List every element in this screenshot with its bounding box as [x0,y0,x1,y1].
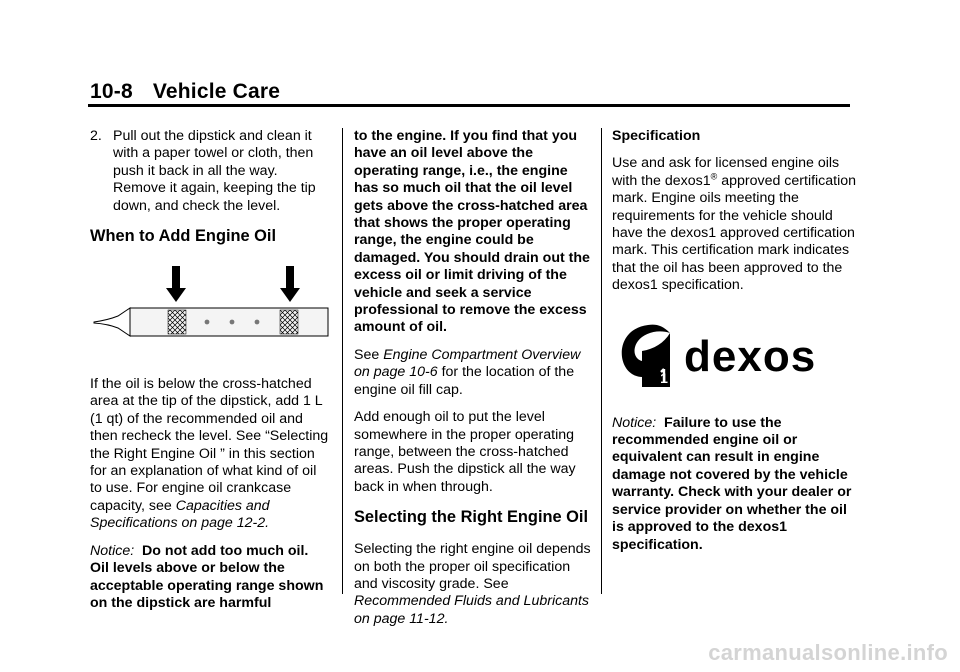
notice-label: Notice: [90,542,135,559]
column-divider [342,128,343,594]
heading-when-to-add-oil: When to Add Engine Oil [90,227,277,246]
ref-engine-compartment: Engine Compartment Overview on page 10-6 [354,346,581,381]
notice-text: Failure to use the recommended engine oil or equivalent can result in engine damage not covered by the vehicle warranty. Check with your dealer or service provider on whether the oil is approved to the dexos1 specification. [612,414,852,553]
column-1 [90,128,330,622]
para-specification: Use and ask for licensed engine oils with the dexos1® approved certification mark. Engine oils meeting the requirements for the vehicle should have the dexos1 approved certification mark. This certification mark indicates that the oil has been approved to the dexos1 specification. [612,155,857,294]
header-rule [88,104,850,107]
notice-label: Notice: [612,414,657,431]
notice-continued: to the engine. If you find that you have an oil level above the operating range, i.e., the engine has so much oil that the oil level gets above the cross-hatched area that shows the proper operating range, the engine could be damaged. You should drain out the excess oil or limit driving of the vehicle and seek a service professional to remove the excess amount of oil. [354,128,590,336]
dipstick-illustration [90,260,330,360]
logo-wordmark: dexos [684,331,817,381]
para-selecting: Selecting the right engine oil depends on both the proper oil specification and viscosity grade. See Recommended Fluids and Lubricants on page 11-12. [354,541,591,627]
dexos-logo [618,321,840,391]
step-number: 2. [90,128,102,144]
column-2 [354,128,592,638]
notice-text: Do not add too much oil. Oil levels above or below the acceptable operating range shown on the dipstick are harmful [90,542,324,611]
column-3 [612,128,858,564]
dexos-swoosh-icon [622,324,670,386]
step-2 [90,128,330,215]
page-number: 10-8 [90,80,133,103]
para-see-engine-compartment: See Engine Compartment Overview on page 10-6 for the location of the engine oil fill cap. [354,346,581,398]
page-header [90,80,280,104]
heading-specification: Specification [612,128,701,144]
registered-mark: ® [710,171,718,182]
step-text: Pull out the dipstick and clean it with a paper towel or cloth, then push it back in all the way. Remove it again, keeping the tip down, and check the level. [113,128,316,214]
ref-recommended-fluids: Recommended Fluids and Lubricants on page 11-12. [354,593,590,627]
ref-capacities: Capacities and Specifications on page 12-2. [90,497,270,532]
heading-selecting-oil: Selecting the Right Engine Oil [354,508,589,527]
notice-paragraph-2 [612,415,858,554]
watermark: carmanualsonline.info [708,640,948,665]
para-add-enough: Add enough oil to put the level somewhere in the proper operating range, between the cross-hatched areas. Push the dipstick all the way back in when through. [354,409,576,495]
notice-paragraph [90,543,330,613]
column-divider [601,128,602,594]
para-cross-hatched: If the oil is below the cross-hatched area at the tip of the dipstick, add 1 L (1 qt) of the recommended oil and then recheck the level. See “Selecting the Right Engine Oil ” in this section for an explanation of what kind of oil to use. For engine oil crankcase capacity, see Capacities and Specifications on page 12-2. [90,376,329,532]
section-title: Vehicle Care [152,80,281,103]
logo-digit: 1 [660,369,668,386]
arrow-down-icon [280,266,300,302]
arrow-down-icon [166,266,186,302]
